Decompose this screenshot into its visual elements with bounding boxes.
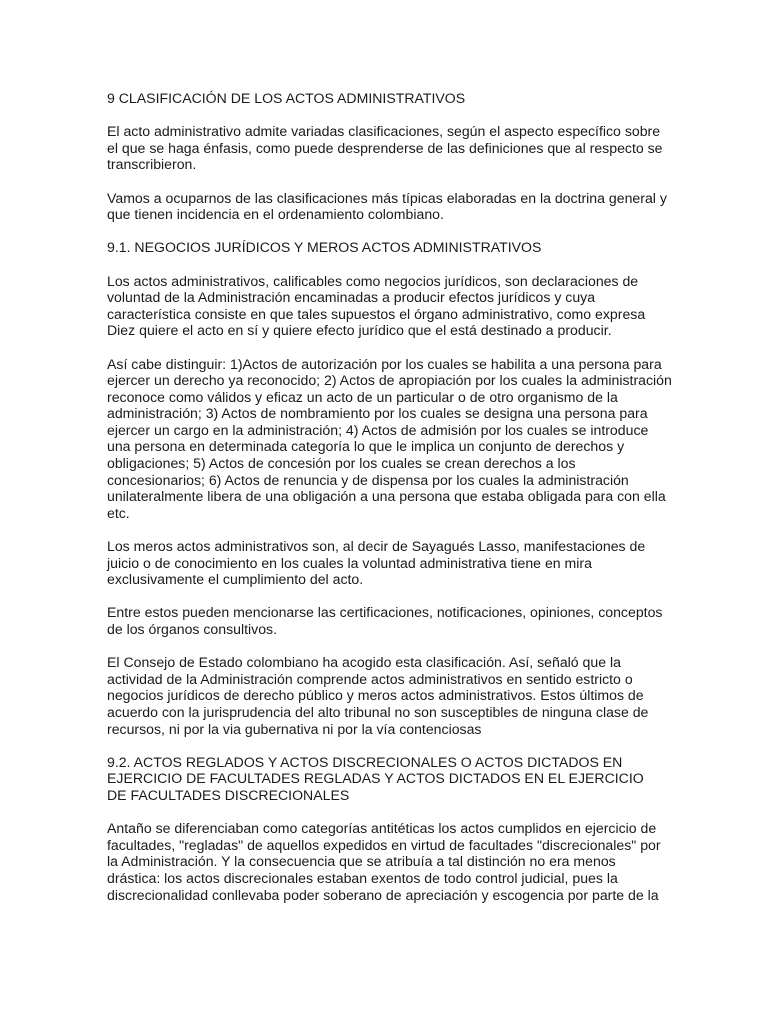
heading-line: DE FACULTADES DISCRECIONALES	[107, 786, 350, 803]
section-heading	[107, 754, 662, 804]
section-heading	[107, 239, 662, 256]
text-line: Antaño se diferenciaban como categorías antitéticas los actos cumplidos en ejercicio de	[107, 820, 657, 837]
text-line: acuerdo con la jurisprudencia del alto tribunal no son susceptibles de ninguna clase de	[107, 703, 649, 720]
text-line: voluntad de la Administración encaminadas a producir efectos jurídicos y cuya	[107, 289, 596, 306]
text-line: concesionarios; 6) Actos de renuncia y de dispensa por los cuales la administración	[107, 471, 629, 488]
text-line: Entre estos pueden mencionarse las certificaciones, notificaciones, opiniones, conceptos	[107, 604, 663, 621]
text-line: recursos, ni por la via gubernativa ni por la vía contenciosas	[107, 720, 482, 737]
text-line: administración; 3) Actos de nombramiento por los cuales se designa una persona para	[107, 405, 648, 422]
heading-line: 9.2. ACTOS REGLADOS Y ACTOS DISCRECIONALES O ACTOS DICTADOS EN	[107, 753, 623, 770]
paragraph	[107, 604, 662, 637]
text-line: que tienen incidencia en el ordenamiento colombiano.	[107, 206, 444, 223]
heading-line: 9.1. NEGOCIOS JURÍDICOS Y MEROS ACTOS ADMINISTRATIVOS	[107, 239, 542, 256]
section-heading	[107, 90, 662, 107]
heading-line: 9 CLASIFICACIÓN DE LOS ACTOS ADMINISTRATIVOS	[107, 90, 466, 106]
paragraph	[107, 123, 662, 173]
text-line: ejercer un derecho ya reconocido; 2) Actos de apropiación por los cuales la administración	[107, 372, 672, 389]
text-line: ejercer un cargo en la administración; 4) Actos de admisión por los cuales se introduce	[107, 421, 649, 438]
text-line: exclusivamente el cumplimiento del acto.	[107, 571, 364, 588]
paragraph	[107, 355, 672, 522]
text-line: característica consiste en que tales supuestos el órgano administrativo, como expresa	[107, 305, 646, 322]
text-line: Vamos a ocuparnos de las clasificaciones más típicas elaboradas en la doctrina general y	[107, 189, 667, 206]
text-line: reconoce como válidos y eficaz un acto de un particular o de otro organismo de la	[107, 388, 618, 405]
text-line: Los meros actos administrativos son, al decir de Sayagués Lasso, manifestaciones de	[107, 538, 646, 555]
text-line: de los órganos consultivos.	[107, 621, 278, 637]
text-line: obligaciones; 5) Actos de concesión por los cuales se crean derechos a los	[107, 455, 576, 472]
paragraph	[107, 189, 667, 223]
heading-line: EJERCICIO DE FACULTADES REGLADAS Y ACTOS DICTADOS EN EL EJERCICIO	[107, 770, 644, 787]
paragraph	[107, 273, 662, 339]
paragraph	[107, 820, 662, 903]
paragraph	[107, 538, 662, 588]
paragraph	[107, 654, 662, 737]
text-line: El acto administrativo admite variadas clasificaciones, según el aspecto específico sobre	[107, 123, 661, 140]
text-line: Los actos administrativos, calificables como negocios jurídicos, son declaraciones de	[107, 272, 639, 289]
text-line: actividad de la Administración comprende actos administrativos en sentido estricto o	[107, 670, 633, 687]
text-line: Así cabe distinguir: 1)Actos de autorización por los cuales se habilita a una persona para	[107, 355, 662, 372]
text-line: Diez quiere el acto en sí y quiere efecto jurídico que el está destinado a producir.	[107, 322, 612, 339]
text-line: drástica: los actos discrecionales estaban exentos de todo control judicial, pues la	[107, 869, 618, 886]
document-page	[107, 90, 672, 920]
text-line: una persona en determinada categoría lo que le implica un conjunto de derechos y	[107, 438, 625, 455]
text-line: juicio o de conocimiento en los cuales la voluntad administrativa tiene en mira	[107, 554, 592, 571]
text-line: transcribieron.	[107, 156, 197, 173]
text-line: facultades, "regladas" de aquellos expedidos en virtud de facultades "discrecionales" por	[107, 836, 661, 853]
text-line: unilateralmente libera de una obligación a una persona que estaba obligada para con ella	[107, 488, 666, 505]
text-line: el que se haga énfasis, como puede desprenderse de las definiciones que al respecto se	[107, 139, 663, 156]
text-line: El Consejo de Estado colombiano ha acogido esta clasificación. Así, señaló que la	[107, 654, 621, 671]
text-line: etc.	[107, 504, 130, 521]
text-line: negocios jurídicos de derecho público y meros actos administrativos. Estos últimos de	[107, 687, 644, 704]
text-line: discrecionalidad conllevaba poder soberano de apreciación y escogencia por parte de la	[107, 886, 659, 903]
text-line: la Administración. Y la consecuencia que se atribuía a tal distinción no era menos	[107, 853, 616, 870]
